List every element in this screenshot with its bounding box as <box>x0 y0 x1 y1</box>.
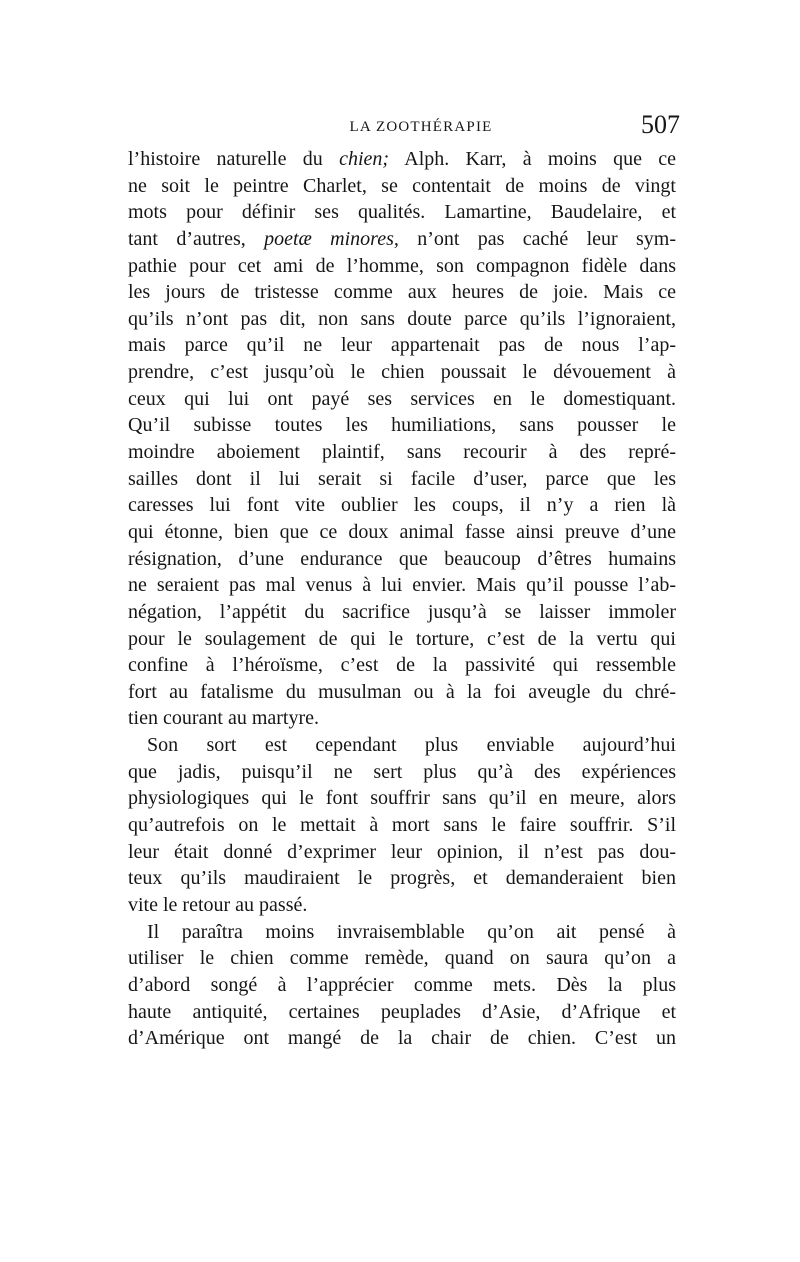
text-segment: Alph. Karr, à moins que ce <box>389 148 677 170</box>
text-segment: tant d’autres, <box>128 227 265 250</box>
text-segment: caresses lui font vite oublier les coups, il n’y a rien là <box>128 494 676 517</box>
text-line <box>128 572 676 599</box>
text-segment: les jours de tristesse comme aux heures de joie. Mais ce <box>128 281 676 304</box>
text-line <box>128 945 676 972</box>
text-line <box>128 732 676 759</box>
text-line <box>128 173 676 200</box>
text-line <box>128 412 676 439</box>
text-segment: ne seraient pas mal venus à lui envier. Mais qu’il pousse l’ab- <box>128 574 676 597</box>
text-segment: ne soit le peintre Charlet, se contentait de moins de vingt <box>128 174 676 197</box>
text-segment: prendre, c’est jusqu’où le chien poussait le dévouement à <box>128 361 676 384</box>
text-line <box>128 679 676 706</box>
text-segment: l’histoire naturelle du <box>128 148 340 170</box>
text-line <box>128 492 676 519</box>
text-segment: qu’ils n’ont pas dit, non sans doute parce qu’ils l’ignoraient, <box>128 307 676 330</box>
text-line <box>128 626 676 653</box>
text-segment: négation, l’appétit du sacrifice jusqu’à se laisser immoler <box>128 600 676 623</box>
text-segment: Son sort est cependant plus enviable aujourd’hui <box>147 734 676 757</box>
text-line <box>128 652 676 679</box>
text-line <box>128 386 676 413</box>
text-segment: ceux qui lui ont payé ses services en le domestiquant. <box>128 387 676 410</box>
text-segment: pour le soulagement de qui le torture, c’est de la vertu qui <box>128 627 676 650</box>
text-line <box>128 439 676 466</box>
text-segment: résignation, d’une endurance que beaucoup d’êtres humains <box>128 547 676 570</box>
text-segment: physiologiques qui le font souffrir sans qu’il en meure, alors <box>128 787 676 810</box>
text-line <box>128 812 676 839</box>
text-line <box>128 359 676 386</box>
running-title: LA ZOOTHÉRAPIE <box>349 119 493 135</box>
text-segment: mais parce qu’il ne leur appartenait pas de nous l’ap- <box>128 334 676 357</box>
text-segment: qui étonne, bien que ce doux animal fasse ainsi preuve d’une <box>128 520 676 543</box>
text-segment: d’abord songé à l’apprécier comme mets. Dès la plus <box>128 973 676 996</box>
text-line <box>128 279 676 306</box>
page-number: 507 <box>641 110 680 139</box>
text-line <box>128 146 676 173</box>
text-segment: qu’autrefois on le mettait à mort sans le faire souffrir. S’il <box>128 814 676 837</box>
text-segment: confine à l’héroïsme, c’est de la passivité qui ressemble <box>128 654 676 677</box>
text-line <box>128 332 676 359</box>
text-line <box>128 519 676 546</box>
text-segment: sailles dont il lui serait si facile d’user, parce que les <box>128 467 676 490</box>
text-line <box>128 972 676 999</box>
text-line <box>128 1025 676 1052</box>
text-line <box>128 785 676 812</box>
text-segment: tien courant au martyre. <box>128 707 320 730</box>
italic-segment: chien; <box>339 148 390 170</box>
text-segment: fort au fatalisme du musulman ou à la foi aveugle du chré- <box>128 680 676 703</box>
text-segment: vite le retour au passé. <box>128 893 308 916</box>
text-segment: n’ont pas caché leur sym- <box>398 227 676 250</box>
text-segment: utiliser le chien comme remède, quand on saura qu’on a <box>128 947 676 970</box>
text-line <box>128 919 676 946</box>
running-head <box>128 110 680 144</box>
body-text <box>128 146 676 1052</box>
text-line <box>128 466 676 493</box>
text-segment: pathie pour cet ami de l’homme, son compagnon fidèle dans <box>128 254 676 277</box>
text-line <box>128 546 676 573</box>
text-segment: teux qu’ils maudiraient le progrès, et demanderaient bien <box>128 867 676 890</box>
text-segment: moindre aboiement plaintif, sans recourir à des repré- <box>128 441 676 464</box>
text-line <box>128 839 676 866</box>
text-line <box>128 599 676 626</box>
text-line <box>128 705 676 732</box>
text-line <box>128 306 676 333</box>
text-line <box>128 865 676 892</box>
italic-segment: poetæ minores, <box>264 227 399 250</box>
text-line <box>128 892 676 919</box>
text-segment: que jadis, puisqu’il ne sert plus qu’à des expériences <box>128 760 676 783</box>
text-segment: Qu’il subisse toutes les humiliations, sans pousser le <box>128 414 676 437</box>
text-line <box>128 199 676 226</box>
text-line <box>128 759 676 786</box>
text-segment: mots pour définir ses qualités. Lamartine, Baudelaire, et <box>128 201 676 224</box>
text-segment: leur était donné d’exprimer leur opinion, il n’est pas dou- <box>128 840 676 863</box>
text-line <box>128 999 676 1026</box>
text-line <box>128 226 676 253</box>
text-line <box>128 253 676 280</box>
text-segment: d’Amérique ont mangé de la chair de chien. C’est un <box>128 1027 676 1050</box>
text-segment: Il paraîtra moins invraisemblable qu’on ait pensé à <box>147 920 676 943</box>
text-segment: haute antiquité, certaines peuplades d’Asie, d’Afrique et <box>128 1000 676 1023</box>
